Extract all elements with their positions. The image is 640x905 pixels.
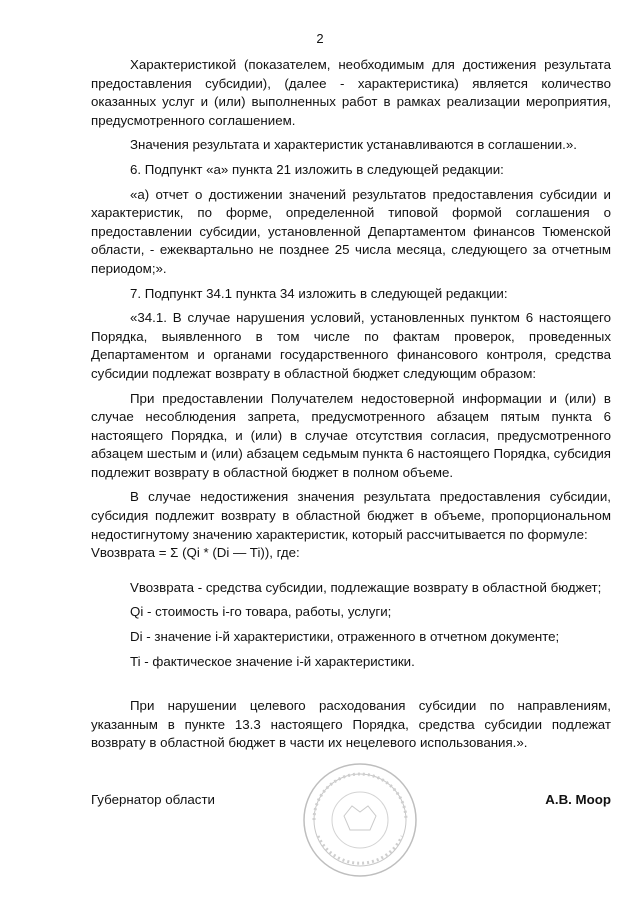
paragraph: Значения результата и характеристик устанавливаются в соглашении.». [130,137,577,153]
official-seal [300,760,420,880]
signatory-title: Губернатор области [91,792,215,807]
page-number: 2 [316,31,324,46]
paragraph: Характеристикой (показателем, необходимым для достижения результата предоставления субсидии), (далее - характеристика) является количество оказанных услуг и (или) выполненных работ в рамках реализации мероприятия, предусмотренного соглашением. [91,57,611,128]
paragraph: 6. Подпункт «а» пункта 21 изложить в следующей редакции: [130,161,504,177]
definition-item: Vвозврата - средства субсидии, подлежащие возврату в областной бюджет; [130,579,602,595]
paragraph: При нарушении целевого расходования субсидии по направлениям, указанным в пункте 13.3 настоящего Порядка, средства субсидии подлежат возврату в областной бюджет в части их нецелевого использования.». [91,698,611,751]
definition-item: Ti - фактическое значение i-й характеристики. [130,653,415,669]
paragraph: При предоставлении Получателем недостоверной информации и (или) в случае несоблюдения запрета, предусмотренного абзацем пятым пункта 6 настоящего Порядка, и (или) в случае отсутствия согласия, предусмотренного абзацем шестым и (или) абзацем седьмым пункта 6 настоящего Порядка, субсидия подлежит возврату в областной бюджет в полном объеме. [91,390,611,480]
paragraph: «34.1. В случае нарушения условий, установленных пунктом 6 настоящего Порядка, выявленного в том числе по фактам проверок, проведенных Департаментом и органами государственного финансового контроля, средства субсидии подлежат возврату в областной бюджет следующим образом: [91,310,611,381]
paragraph: В случае недостижения значения результата предоставления субсидии, субсидия подлежит возврату в областной бюджет в объеме, пропорциональном недостигнутому значению характеристик, который рассчитывается по формуле: [91,489,611,542]
definition-item: Qi - стоимость i-го товара, работы, услуги; [130,604,392,620]
paragraph: 7. Подпункт 34.1 пункта 34 изложить в следующей редакции: [130,285,508,301]
paragraph: «а) отчет о достижении значений результатов предоставления субсидии и характеристик, по форме, определенной типовой формой соглашения о предоставлении субсидии, установленной Департаментом финансов Тюменской области, - ежеквартально не позднее 25 числа месяца, следующего за отчетным периодом;». [91,186,611,276]
formula: Vвозврата = Σ (Qi * (Di — Ti)), где: [91,545,300,561]
signatory-name: А.В. Моор [545,792,611,807]
definition-item: Di - значение i-й характеристики, отраженного в отчетном документе; [130,629,560,645]
document-body [91,56,611,753]
